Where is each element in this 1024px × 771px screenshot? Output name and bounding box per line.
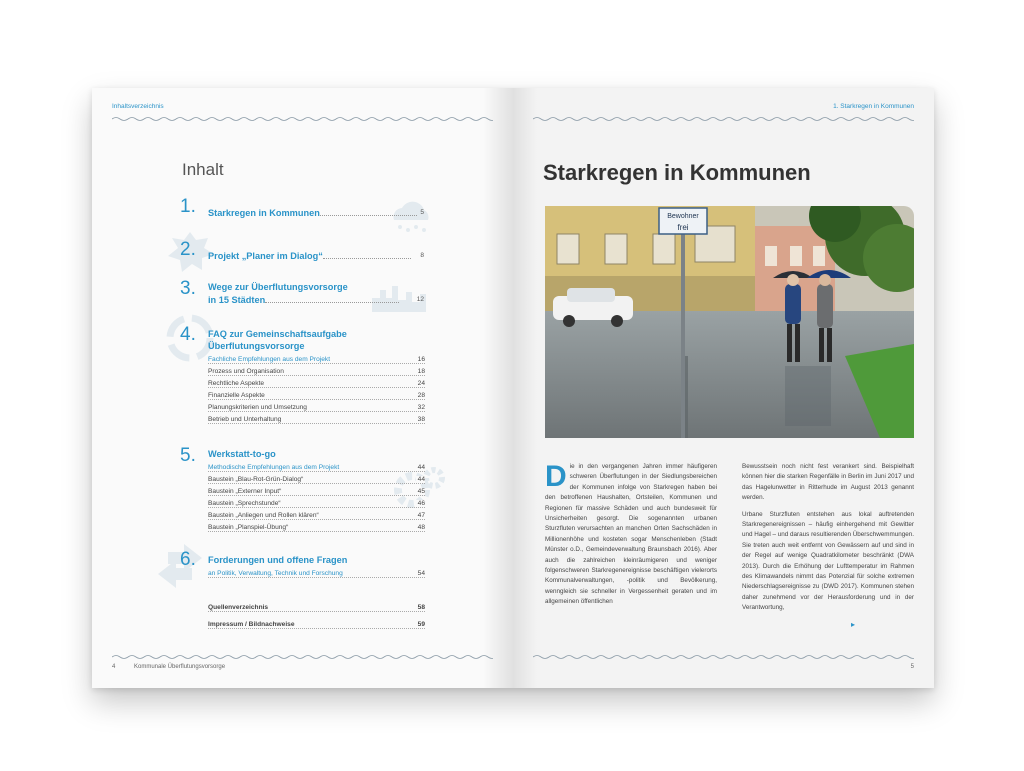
flooded-street-photo (545, 206, 914, 438)
toc-num-1: 1. (180, 196, 196, 217)
article-column-2: Bewusstsein noch nicht fest verankert sind. Beispielhaft können hier die starken Regenfälle in Berlin im Juni 2017 und das Hagelunwetter in Ritterhude im August 2013 genannt werden. Urbane Sturzfluten entstehen aus lokal auftretenden Starkregenereignissen – häufig einhergehend mit Gewitter und Hagel – und daraus resultierenden Überschwemmungen. Sie treten auch weit entfernt von Gewässern auf und sind in der Regel auf wenige Quadratkilometer beschränkt (DWA 2013). Durch die Erhöhung der Lufttemperatur im Rahmen des Klimawandels nimmt das Potenzial für solche extremen Niederschlagsereignisse zu (DWD 2017). Kommunen stehen daher zunehmend vor der Herausforderung und in der Verantwortung, (742, 463, 914, 612)
toc-item[interactable]: Rechtliche Aspekte 24 (208, 380, 425, 387)
brochure-spread (92, 88, 934, 688)
toc-section-3-page: 12 (416, 296, 424, 303)
toc-extra-sources[interactable]: Quellenverzeichnis 58 (208, 604, 425, 611)
toc-num-2: 2. (180, 239, 196, 260)
wave-divider-top-left (112, 116, 493, 122)
toc-item[interactable]: Betrieb und Unterhaltung 38 (208, 416, 425, 423)
right-running-head: 1. Starkregen in Kommunen (833, 103, 914, 110)
left-footer-text: Kommunale Überflutungsvorsorge (134, 664, 226, 670)
sign-text-top: Bewohner (667, 213, 699, 220)
toc-section-5-subhead[interactable]: Methodische Empfehlungen aus dem Projekt 44 (208, 464, 425, 471)
toc-item[interactable]: Planungskriterien und Umsetzung 32 (208, 404, 425, 411)
right-footer-page-number: 5 (910, 664, 914, 670)
toc-section-4-subhead[interactable]: Fachliche Empfehlungen aus dem Projekt 16 (208, 356, 425, 363)
dropcap: D (545, 460, 567, 493)
article-title: Starkregen in Kommunen (543, 160, 811, 185)
toc-section-1-page: 5 (420, 209, 424, 216)
toc-num-5: 5. (180, 445, 196, 466)
toc-num-4: 4. (180, 324, 196, 345)
toc-item[interactable]: Baustein „Blau-Rot-Grün-Dialog“ 44 (208, 476, 425, 483)
toc-item[interactable]: Prozess und Organisation 18 (208, 368, 425, 375)
toc-num-6: 6. (180, 549, 196, 570)
left-footer-page-number: 4 (112, 664, 116, 670)
continue-arrow-icon: ▸ (851, 620, 856, 629)
article-column-1: Die in den vergangenen Jahren immer häufigeren schweren Überflutungen in der Siedlungsbereichen der Kommunen infolge von Starkregen haben bei den betroffenen Haushalten, Ortsteilen, Kommunen und Regionen für massive Schäden und auch bundesweit für Unsicherheiten gesorgt. Die sogenannten urbanen Sturzfluten verursachten an manchen Orten Sachschäden in Millionenhöhe und kosteten sogar Menschenleben (Stadt Münster o.D., Gemeindeverwaltung Braunsbach 2016). Aber auch die zahlreichen kleinräumigeren und weniger folgenschweren Starkregenereignisse beschäftigen vielerorts Kommunalverwaltungen, -politik und Bevölkerung, wenngleich sie schneller in Vergessenheit geraten und im allgemeinen öffentlichen (545, 460, 717, 606)
toc-section-4-title[interactable]: FAQ zur Gemeinschaftsaufgabe Überflutungsvorsorge (208, 329, 347, 351)
toc-section-3-title[interactable]: Wege zur Überflutungsvorsorge in 15 Städten (208, 281, 399, 306)
toc-section-6-subhead[interactable]: an Politik, Verwaltung, Technik und Forschung 54 (208, 570, 425, 577)
toc-num-3: 3. (180, 278, 196, 299)
toc-item[interactable]: Baustein „Externer Input“ 45 (208, 488, 425, 495)
left-page (92, 88, 513, 688)
toc-item[interactable]: Baustein „Sprechstunde“ 46 (208, 500, 425, 507)
toc-section-2-title[interactable]: Projekt „Planer im Dialog“ (208, 249, 411, 262)
right-page (513, 88, 934, 688)
sign-text-bottom: frei (677, 223, 689, 232)
left-running-head: Inhaltsverzeichnis (112, 103, 164, 110)
toc-extra-imprint[interactable]: Impressum / Bildnachweise 59 (208, 621, 425, 628)
toc-title: Inhalt (182, 160, 224, 179)
toc-section-2-page: 8 (420, 252, 424, 259)
toc-section-6-title[interactable]: Forderungen und offene Fragen (208, 555, 348, 565)
toc-section-5-title[interactable]: Werkstatt-to-go (208, 449, 276, 459)
wave-divider-bottom-left (112, 654, 493, 660)
toc-section-1-title[interactable]: Starkregen in Kommunen (208, 206, 417, 219)
toc-item[interactable]: Finanzielle Aspekte 28 (208, 392, 425, 399)
wave-divider-top-right (533, 116, 914, 122)
toc-item[interactable]: Baustein „Planspiel-Übung“ 48 (208, 524, 425, 531)
wave-divider-bottom-right (533, 654, 914, 660)
toc-item[interactable]: Baustein „Anliegen und Rollen klären“ 47 (208, 512, 425, 519)
